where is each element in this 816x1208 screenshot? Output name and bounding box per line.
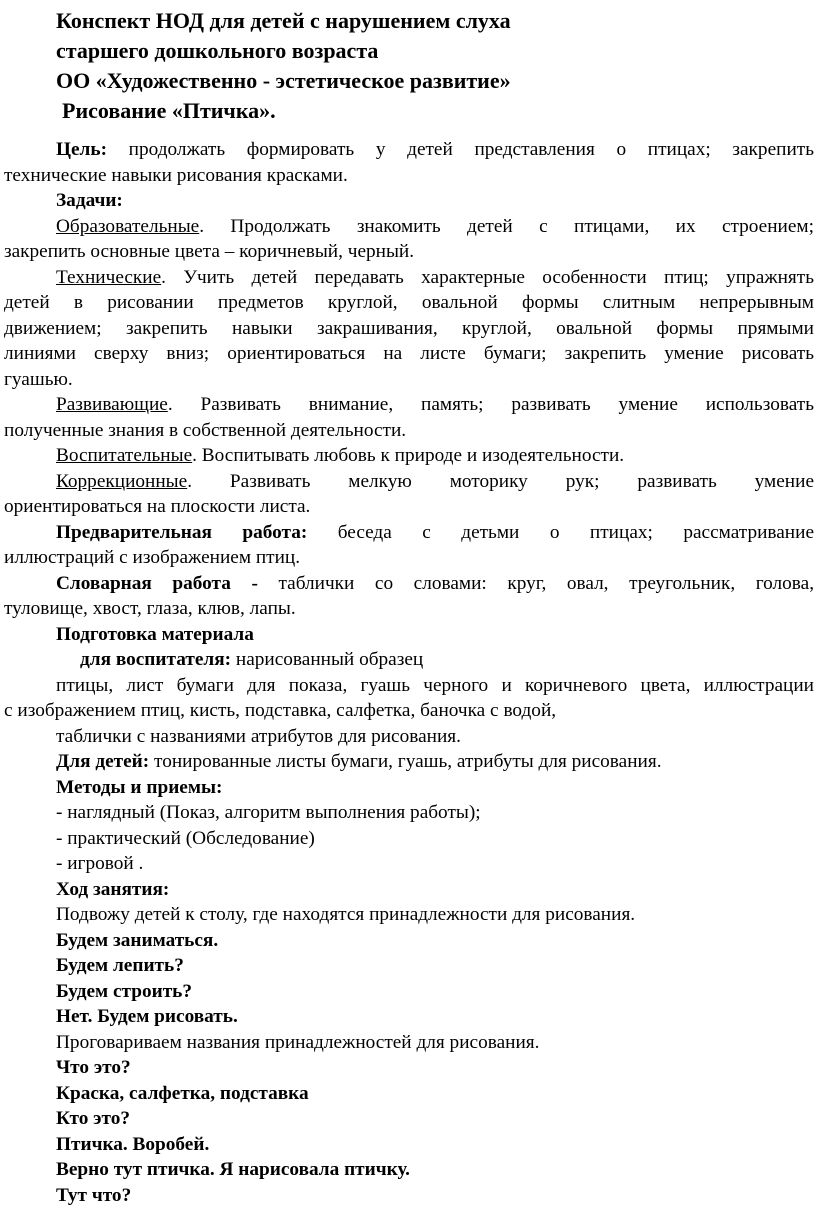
materials-teacher-cont	[4, 673, 814, 724]
lesson-line-9: Верно тут птичка. Я нарисовала птичку.	[4, 1157, 814, 1183]
lesson-line-1: Будем заниматься.	[4, 928, 814, 954]
lesson-line-6: Краска, салфетка, подставка	[4, 1081, 814, 1107]
lesson-line-2: Будем лепить?	[4, 953, 814, 979]
goal-text-2: технические навыки рисования красками.	[4, 163, 814, 189]
method-item-1: - наглядный (Показ, алгоритм выполнения работы);	[4, 800, 814, 826]
preliminary-text-2: иллюстраций с изображением птиц.	[4, 545, 814, 571]
vocabulary-text-2: туловище, хвост, глаза, клюв, лапы.	[4, 596, 814, 622]
tasks-label: Задачи:	[4, 188, 814, 214]
lesson-label: Ход занятия:	[4, 877, 814, 903]
task-technical-text-5: гуашью.	[4, 367, 814, 393]
goal-text-1: продолжать формировать у детей представления о птицах; закрепить	[129, 139, 814, 160]
document-body	[4, 137, 814, 1208]
task-developing-label: Развивающие	[56, 394, 168, 415]
lesson-line-8: Птичка. Воробей.	[4, 1132, 814, 1158]
preliminary-paragraph	[4, 520, 814, 571]
vocabulary-label: Словарная работа -	[56, 573, 258, 594]
materials-children-label: Для детей:	[56, 751, 149, 772]
document-title	[56, 6, 796, 126]
methods-label: Методы и приемы:	[4, 775, 814, 801]
task-developing-text-1: . Развивать внимание, память; развивать умение использовать	[168, 394, 814, 415]
task-developing-text-2: полученные знания в собственной деятельности.	[4, 418, 814, 444]
task-technical-text-1: . Учить детей передавать характерные особенности птиц; упражнять	[161, 267, 814, 288]
task-technical	[4, 265, 814, 393]
lesson-line-5: Что это?	[4, 1055, 814, 1081]
task-technical-label: Технические	[56, 267, 161, 288]
preliminary-text-1: беседа с детьми о птицах; рассматривание	[307, 522, 814, 543]
materials-teacher	[4, 647, 814, 673]
task-correctional-text-2: ориентироваться на плоскости листа.	[4, 494, 814, 520]
task-correctional-label: Коррекционные	[56, 471, 187, 492]
vocabulary-paragraph	[4, 571, 814, 622]
task-educational-text-2: закрепить основные цвета – коричневый, черный.	[4, 239, 814, 265]
task-developing	[4, 392, 814, 443]
goal-paragraph	[4, 137, 814, 163]
lesson-line-4: Нет. Будем рисовать.	[4, 1004, 814, 1030]
task-educational-label: Образовательные	[56, 216, 199, 237]
lesson-line-7: Кто это?	[4, 1106, 814, 1132]
title-line-3: ОО «Художественно - эстетическое развитие»	[56, 66, 796, 96]
task-educational-text-1: . Продолжать знакомить детей с птицами, их строением;	[199, 216, 814, 237]
lesson-line-3: Будем строить?	[4, 979, 814, 1005]
materials-label: Подготовка материала	[4, 622, 814, 648]
method-item-2: - практический (Обследование)	[4, 826, 814, 852]
task-upbringing-label: Воспитательные	[56, 445, 192, 466]
task-upbringing	[4, 443, 814, 469]
vocabulary-text-1: таблички со словами: круг, овал, треугольник, голова,	[258, 573, 814, 594]
task-correctional	[4, 469, 814, 520]
task-technical-text-4: линиями сверху вниз; ориентироваться на листе бумаги; закрепить умение рисовать	[4, 341, 814, 367]
lesson-intro: Подвожу детей к столу, где находятся принадлежности для рисования.	[4, 902, 814, 928]
task-educational	[4, 214, 814, 265]
task-technical-text-2: детей в рисовании предметов круглой, овальной формы слитным непрерывным	[4, 290, 814, 316]
goal-label: Цель:	[56, 139, 107, 160]
materials-children	[4, 749, 814, 775]
materials-children-text: тонированные листы бумаги, гуашь, атрибуты для рисования.	[149, 751, 661, 772]
title-line-4: Рисование «Птичка».	[56, 96, 796, 126]
title-line-1: Конспект НОД для детей с нарушением слуха	[56, 6, 796, 36]
materials-teacher-text-1: нарисованный образец	[231, 649, 423, 670]
task-technical-text-3: движением; закрепить навыки закрашивания, круглой, овальной формы прямыми	[4, 316, 814, 342]
task-upbringing-text: . Воспитывать любовь к природе и изодеятельности.	[192, 445, 624, 466]
task-correctional-text-1: . Развивать мелкую моторику рук; развивать умение	[187, 471, 814, 492]
lesson-note: Проговариваем названия принадлежностей для рисования.	[4, 1030, 814, 1056]
preliminary-label: Предварительная работа:	[56, 522, 307, 543]
lesson-line-10: Тут что?	[4, 1183, 814, 1208]
materials-teacher-text-3: с изображением птиц, кисть, подставка, салфетка, баночка с водой,	[4, 698, 814, 724]
goal-paragraph-cont	[4, 163, 814, 189]
title-line-2: старшего дошкольного возраста	[56, 36, 796, 66]
materials-teacher-text-4: таблички с названиями атрибутов для рисования.	[4, 724, 814, 750]
materials-teacher-label: для воспитателя:	[80, 649, 231, 670]
materials-teacher-text-2: птицы, лист бумаги для показа, гуашь черного и коричневого цвета, иллюстрации	[4, 673, 814, 699]
method-item-3: - игровой .	[4, 851, 814, 877]
